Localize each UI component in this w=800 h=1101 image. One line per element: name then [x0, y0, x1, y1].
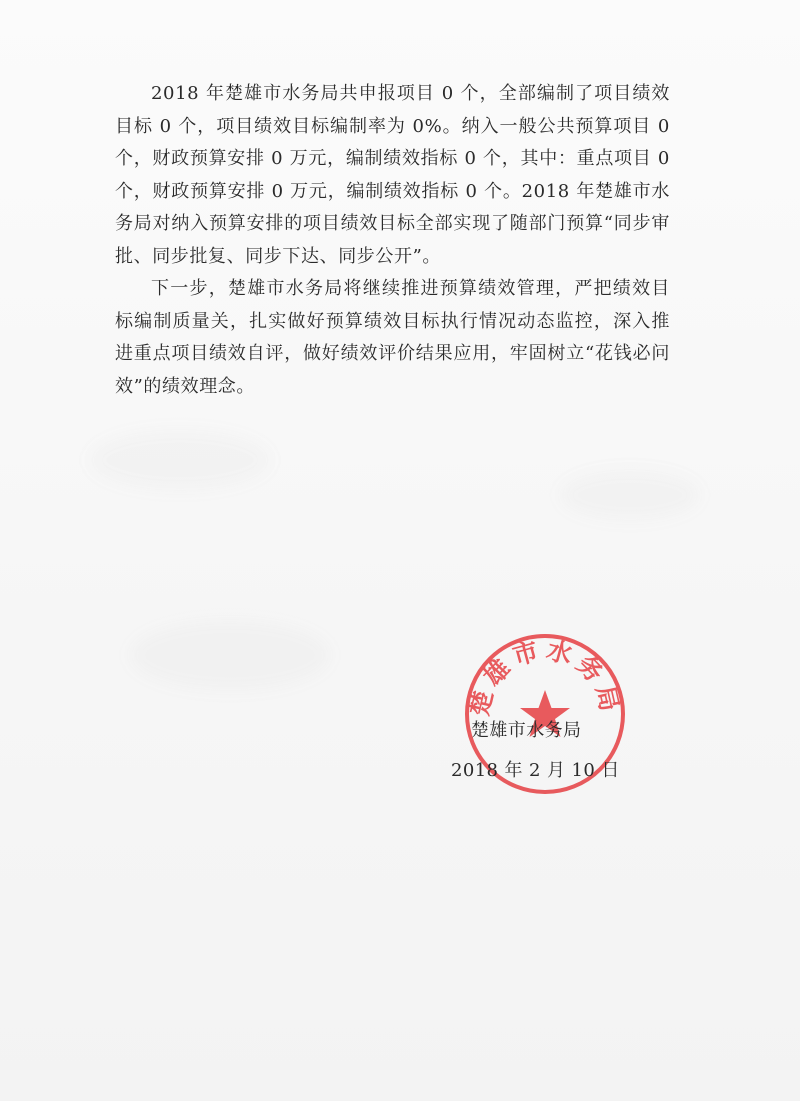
- scan-noise: [90, 430, 270, 490]
- paragraph-2: 下一步，楚雄市水务局将继续推进预算绩效管理，严把绩效目标编制质量关，扎实做好预算绩效目标执行情况动态监控，深入推进重点项目绩效自评，做好绩效评价结果应用，牢固树立“花钱必问效”的绩效理念。: [115, 278, 670, 397]
- signature-date: 2018 年 2 月 10 日: [451, 760, 620, 781]
- seal-text: 楚雄市水务局: [464, 635, 626, 719]
- signature-organization: 楚雄市水务局: [471, 720, 582, 741]
- scan-noise: [560, 470, 700, 520]
- scan-noise: [130, 620, 330, 690]
- paragraph-1: 2018 年楚雄市水务局共申报项目 0 个，全部编制了项目绩效目标 0 个，项目绩效目标编制率为 0%。纳入一般公共预算项目 0 个，财政预算安排 0 万元，编制绩效指标 0 个，其中：重点项目 0 个，财政预算安排 0 万元，编制绩效指标 0 个。2018 年楚雄市水务局对纳入预算安排的项目绩效目标全部实现了随部门预算“同步审批、同步批复、同步下达、同步公开”。: [115, 83, 670, 267]
- document-body: [115, 78, 670, 403]
